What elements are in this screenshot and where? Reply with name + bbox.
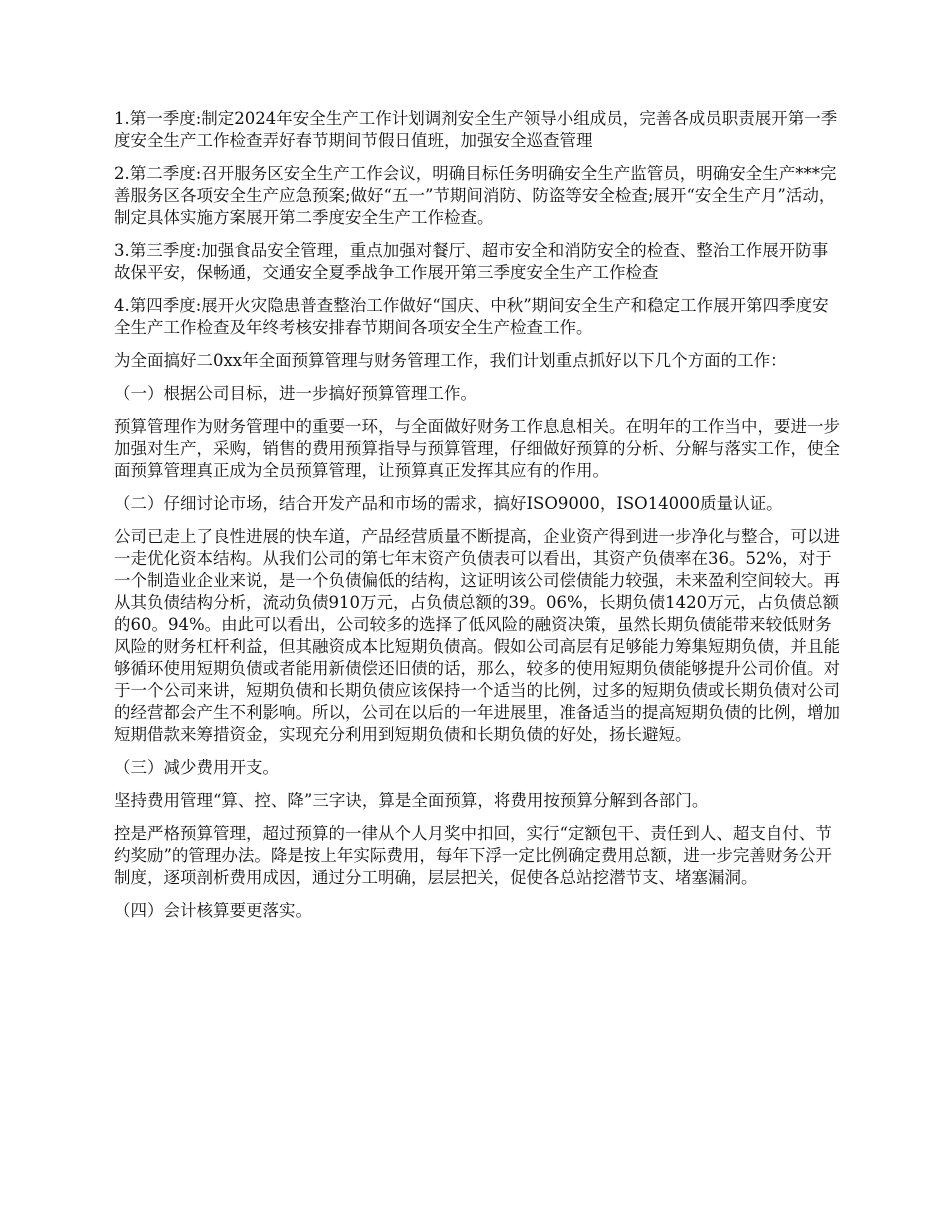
paragraph-budget-management: 预算管理作为财务管理中的重要一环，与全面做好财务工作息息相关。在明年的工作当中，要进一步加强对生产，采购，销售的费用预算指导与预算管理，仔细做好预算的分析、分解与落实工作，使全面预算管理真正成为全员预算管理，让预算真正发挥其应有的作用。 [114,417,840,480]
paragraph-q3-plan: 3.第三季度:加强食品安全管理，重点加强对餐厅、超市安全和消防安全的检查、整治工作展开防事故保平安，保畅通，交通安全夏季战争工作展开第三季度安全生产工作检查 [114,241,829,282]
heading-section-3: （三）减少费用开支。 [114,758,279,777]
paragraph-debt-structure: 公司已走上了良性进展的快车道，产品经营质量不断提高，企业资产得到进一步净化与整合，可以进一走优化资本结构。从我们公司的第七年末资产负债表可以看出，其资产负债率在36。52%，对于一个制造业企业来说，是一个负债偏低的结构，这证明该公司偿债能力较强，未来盈利空间较大。再从其负债结构分析，流动负债910万元，占负债总额的39。06%，长期负债1420万元，占负债总额的60。94%。由此可以看出，公司较多的选择了低风险的融资决策，虽然长期负债能带来较低财务风险的财务杠杆利益，但其融资成本比短期负债高。假如公司高层有足够能力筹集短期负债，并且能够循环使用短期负债或者能用新债偿还旧债的话，那么，较多的使用短期负债能够提升公司价值。对于一个公司来讲，短期负债和长期负债应该保持一个适当的比例，过多的短期负债或长期负债对公司的经营都会产生不利影响。所以，公司在以后的一年进展里，准备适当的提高短期负债的比例，增加短期借款来筹措资金，实现充分利用到短期负债和长期负债的好处，扬长避短。 [114,527,840,744]
paragraph-q2-plan: 2.第二季度:召开服务区安全生产工作会议，明确目标任务明确安全生产监管员，明确安全生产***完善服务区各项安全生产应急预案;做好“五一”节期间消防、防盗等安全检查;展开“安全生产月”活动，制定具体实施方案展开第二季度安全生产工作检查。 [114,164,837,227]
paragraph-intro: 为全面搞好二0xx年全面预算管理与财务管理工作，我们计划重点抓好以下几个方面的工作： [114,351,787,370]
heading-section-1: （一）根据公司目标，进一步搞好预算管理工作。 [114,384,477,403]
paragraph-cost-formula: 坚持费用管理“算、控、降”三字诀，算是全面预算，将费用按预算分解到各部门。 [114,791,709,810]
document-body [114,108,842,933]
paragraph-q4-plan: 4.第四季度:展开火灾隐患普查整治工作做好“国庆、中秋”期间安全生产和稳定工作展开第四季度安全生产工作检查及年终考核安排春节期间各项安全生产检查工作。 [114,296,829,337]
paragraph-q1-plan: 1.第一季度:制定2024年安全生产工作计划调剂安全生产领导小组成员，完善各成员职责展开第一季度安全生产工作检查弄好春节期间节假日值班，加强安全巡查管理 [114,109,838,150]
paragraph-cost-control: 控是严格预算管理，超过预算的一律从个人月奖中扣回，实行“定额包干、责任到人、超支自付、节约奖励”的管理办法。降是按上年实际费用，每年下浮一定比例确定费用总额，进一步完善财务公开制度，逐项剖析费用成因，通过分工明确，层层把关，促使各总站挖潜节支、堵塞漏洞。 [114,824,832,887]
heading-section-4: （四）会计核算要更落实。 [114,901,312,920]
heading-section-2: （二）仔细讨论市场，结合开发产品和市场的需求，搞好ISO9000，ISO14000质量认证。 [114,494,783,513]
